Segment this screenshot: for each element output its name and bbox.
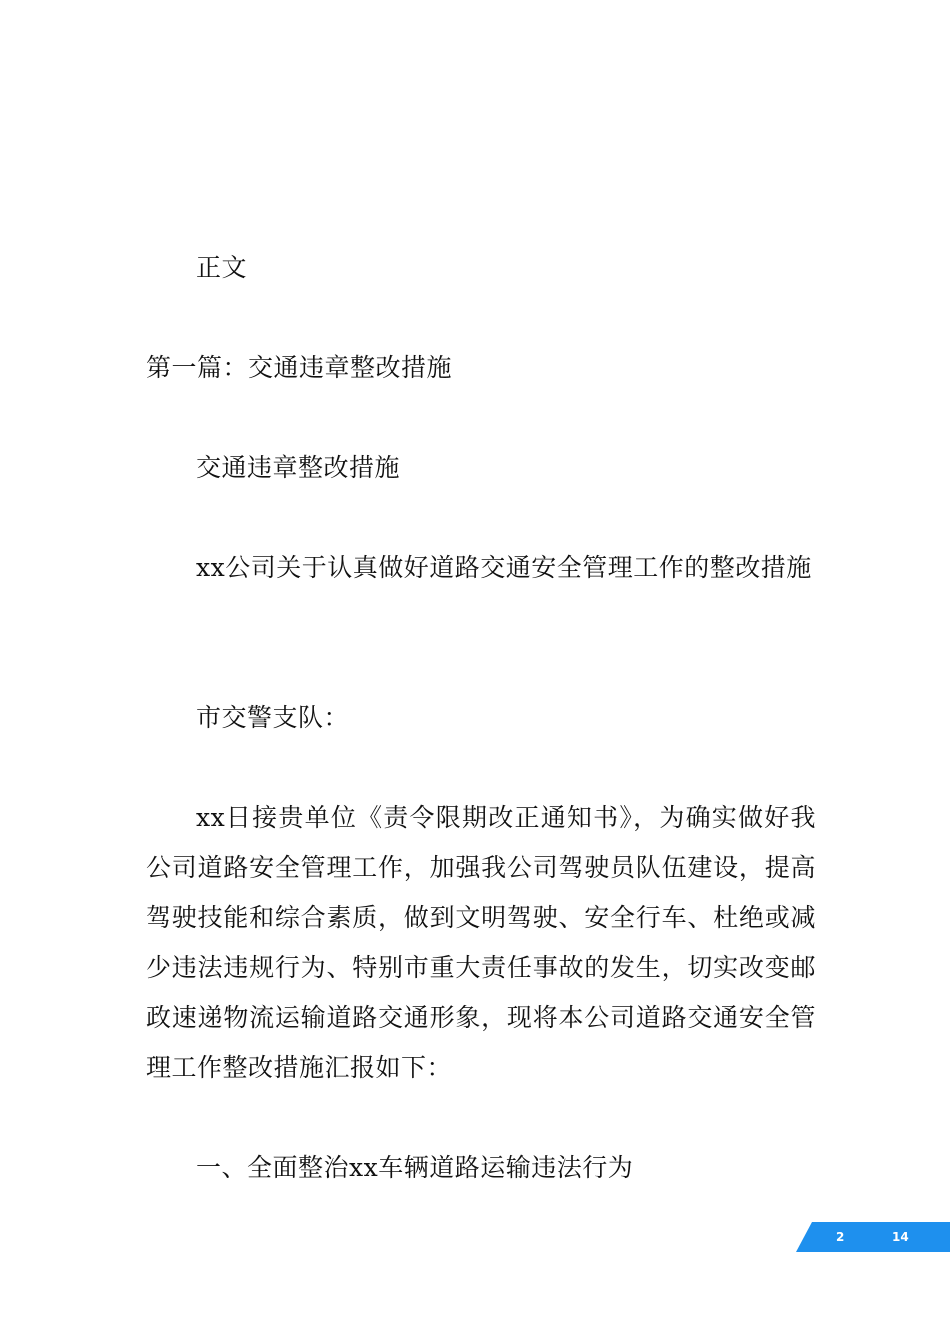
section-label: 正文 xyxy=(196,253,248,282)
document-subtitle: 交通违章整改措施 xyxy=(196,453,401,482)
item-one-heading: 一、全面整治xx车辆道路运输违法行为 xyxy=(196,1153,634,1182)
body-paragraph: xx日接贵单位《责令限期改正通知书》，为确实做好我公司道路安全管理工作，加强我公司驾驶员队伍建设，提高驾驶技能和综合素质，做到文明驾驶、安全行车、杜绝或减少违法违规行为、特别市重大责任事故的发生，切实改变邮政速递物流运输道路交通形象，现将本公司道路交通安全管理工作整改措施汇报如下： xyxy=(146,803,816,1082)
heading-paragraph: xx公司关于认真做好道路交通安全管理工作的整改措施 xyxy=(196,553,812,582)
total-pages-number: 14 xyxy=(892,1230,909,1244)
page-band-shape xyxy=(796,1222,950,1252)
current-page-number: 2 xyxy=(836,1230,845,1244)
page-number-band xyxy=(796,1222,950,1252)
salutation: 市交警支队： xyxy=(196,703,350,732)
chapter-title: 第一篇：交通违章整改措施 xyxy=(146,353,453,382)
